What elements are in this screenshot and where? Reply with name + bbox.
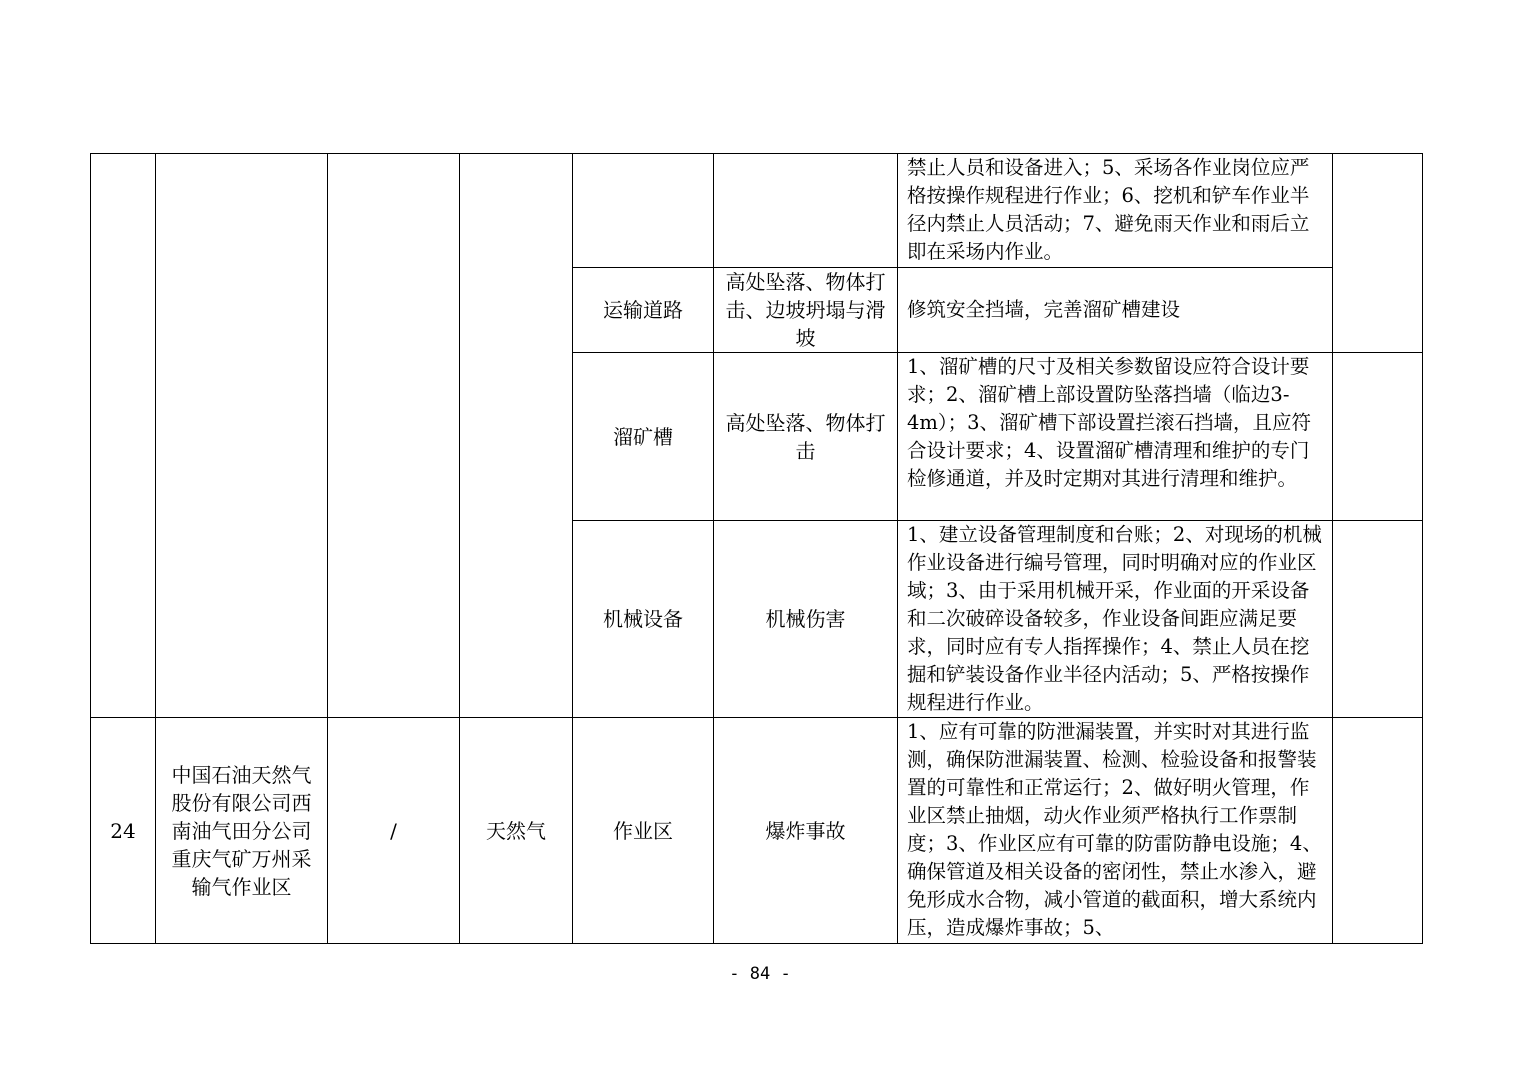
location-text: 运输道路 [603, 298, 683, 322]
remarks-cell [1333, 154, 1423, 353]
measures-text: 修筑安全挡墙，完善溜矿槽建设 [907, 298, 1181, 321]
hazard-cell [714, 268, 898, 353]
hazard-text: 机械伤害 [765, 607, 846, 631]
location-cell [573, 268, 714, 353]
remarks-cell [1333, 521, 1423, 718]
substance-cell [460, 154, 573, 718]
hazard-cell [714, 353, 898, 521]
measures-text: 1、应有可靠的防泄漏装置，并实时对其进行监测，确保防泄漏装置、检测、检验设备和报警装置的可靠性和正常运行；2、做好明火管理，作业区禁止抽烟，动火作业须严格执行工作票制度；3、作业区应有可靠的防雷防静电设施；4、确保管道及相关设备的密闭性，禁止水渗入，避免形成水合物，减小管道的截面积，增大系统内压，造成爆炸事故；5、 [907, 720, 1322, 939]
remarks-cell [1333, 353, 1423, 521]
substance-text: 天然气 [486, 818, 546, 843]
measures-cell [898, 718, 1333, 944]
measures-cell [898, 521, 1333, 718]
table-row [91, 154, 1423, 268]
location-cell [573, 353, 714, 521]
location-text: 溜矿槽 [613, 424, 673, 449]
page-number: - 84 - [729, 964, 791, 984]
location-cell [573, 521, 714, 718]
hazard-cell [714, 521, 898, 718]
measures-text: 禁止人员和设备进入；5、采场各作业岗位应严格按操作规程进行作业；6、挖机和铲车作业半径内禁止人员活动；7、避免雨天作业和雨后立即在采场内作业。 [907, 156, 1310, 263]
number-cell [91, 154, 156, 718]
remarks-cell [1333, 718, 1423, 944]
location-text: 机械设备 [603, 607, 683, 631]
hazard-cell [714, 154, 898, 268]
location-text: 作业区 [613, 818, 673, 843]
organization-cell [156, 154, 328, 718]
measures-cell [898, 268, 1333, 353]
organization-cell [156, 718, 328, 944]
hazard-table [90, 153, 1423, 944]
code-cell [328, 154, 460, 718]
substance-cell [460, 718, 573, 944]
measures-text: 1、建立设备管理制度和台账；2、对现场的机械作业设备进行编号管理，同时明确对应的作业区域；3、由于采用机械开采，作业面的开采设备和二次破碎设备较多，作业设备间距应满足要求，同时应有专人指挥操作；4、禁止人员在挖掘和铲装设备作业半径内活动；5、严格按操作规程进行作业。 [907, 523, 1322, 714]
location-cell [573, 718, 714, 944]
number-cell [91, 718, 156, 944]
measures-cell [898, 353, 1333, 521]
hazard-text: 高处坠落、物体打击、边坡坍塌与滑坡 [725, 270, 886, 350]
measures-text: 1、溜矿槽的尺寸及相关参数留设应符合设计要求；2、溜矿槽上部设置防坠落挡墙（临边3-4m）；3、溜矿槽下部设置拦滚石挡墙，且应符合设计要求；4、设置溜矿槽清理和维护的专门检修通道，并及时定期对其进行清理和维护。 [907, 355, 1312, 490]
hazard-cell [714, 718, 898, 944]
number-text: 24 [110, 818, 136, 843]
code-cell [328, 718, 460, 944]
measures-cell [898, 154, 1333, 268]
organization-text: 中国石油天然气股份有限公司西南油气田分公司重庆气矿万州采输气作业区 [171, 762, 312, 899]
hazard-text: 高处坠落、物体打击 [725, 410, 886, 463]
hazard-text: 爆炸事故 [765, 818, 846, 843]
table-row [91, 718, 1423, 944]
code-text: / [390, 818, 397, 843]
location-cell [573, 154, 714, 268]
